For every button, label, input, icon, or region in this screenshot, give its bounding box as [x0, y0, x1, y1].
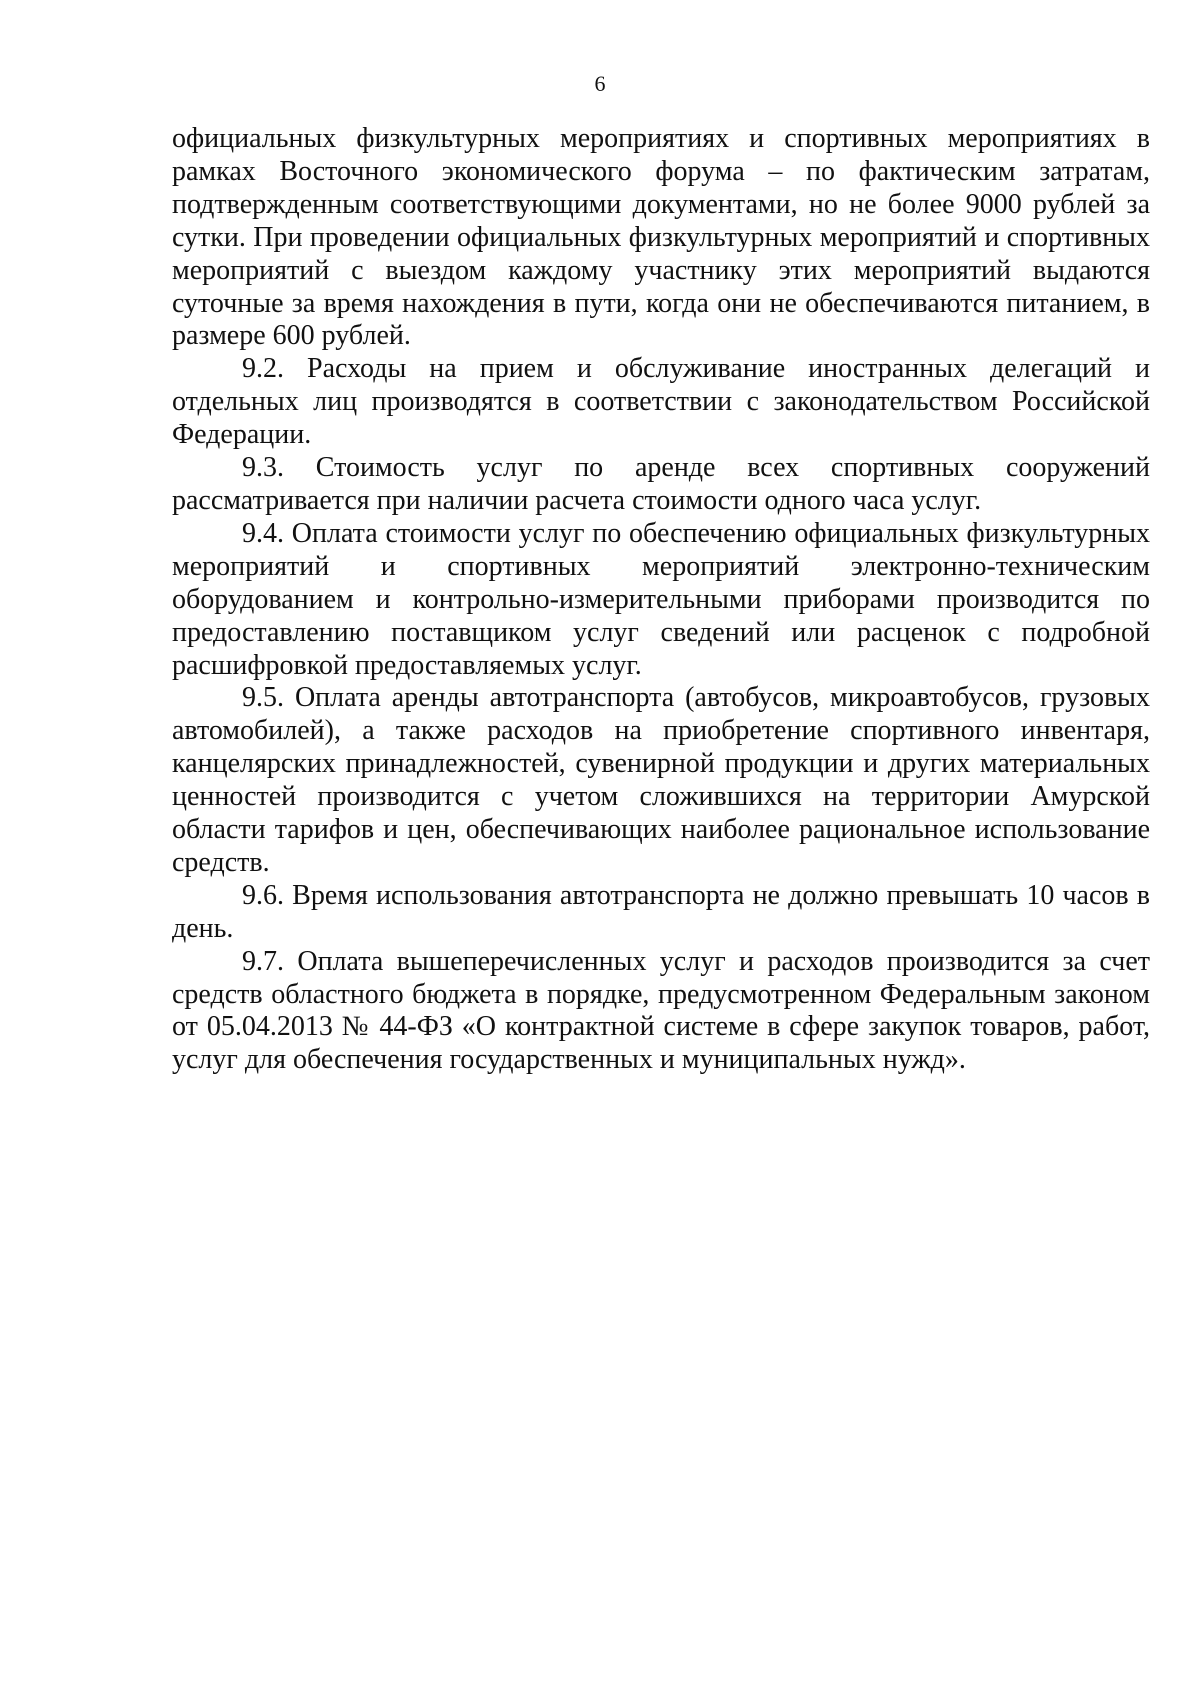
paragraph-continuation: официальных физкультурных мероприятиях и спортивных мероприятиях в рамках Восточного экономического форума – по фактическим затратам, подтвержденным соответствующими документами, но не более 9000 рублей за сутки. При проведении официальных физкультурных мероприятий и спортивных мероприятий с выездом каждому участнику этих мероприятий выдаются суточные за время нахождения в пути, когда они не обеспечиваются питанием, в размере 600 рублей.	[172, 123, 1150, 352]
paragraph-9-5: 9.5. Оплата аренды автотранспорта (автобусов, микроавтобусов, грузовых автомобилей), а также расходов на приобретение спортивного инвентаря, канцелярских принадлежностей, сувенирной продукции и других материальных ценностей производится с учетом сложившихся на территории Амурской области тарифов и цен, обеспечивающих наиболее рациональное использование средств.	[172, 682, 1150, 878]
page-number: 6	[594, 71, 606, 96]
paragraph-9-2: 9.2. Расходы на прием и обслуживание иностранных делегаций и отдельных лиц производятся в соответствии с законодательством Российской Федерации.	[172, 353, 1150, 451]
paragraph-9-6: 9.6. Время использования автотранспорта не должно превышать 10 часов в день.	[172, 879, 1150, 944]
paragraph-9-3: 9.3. Стоимость услуг по аренде всех спортивных сооружений рассматривается при наличии расчета стоимости одного часа услуг.	[172, 452, 1150, 516]
paragraph-9-7: 9.7. Оплата вышеперечисленных услуг и расходов производится за счет средств областного бюджета в порядке, предусмотренном Федеральным законом от 05.04.2013 № 44-ФЗ «О контрактной системе в сфере закупок товаров, работ, услуг для обеспечения государственных и муниципальных нужд».	[172, 945, 1150, 1076]
paragraph-9-4: 9.4. Оплата стоимости услуг по обеспечению официальных физкультурных мероприятий и спортивных мероприятий электронно-техническим оборудованием и контрольно-измерительными приборами производится по предоставлению поставщиком услуг сведений или расценок с подробной расшифровкой предоставляемых услуг.	[172, 517, 1150, 681]
document-body	[172, 123, 1150, 1077]
